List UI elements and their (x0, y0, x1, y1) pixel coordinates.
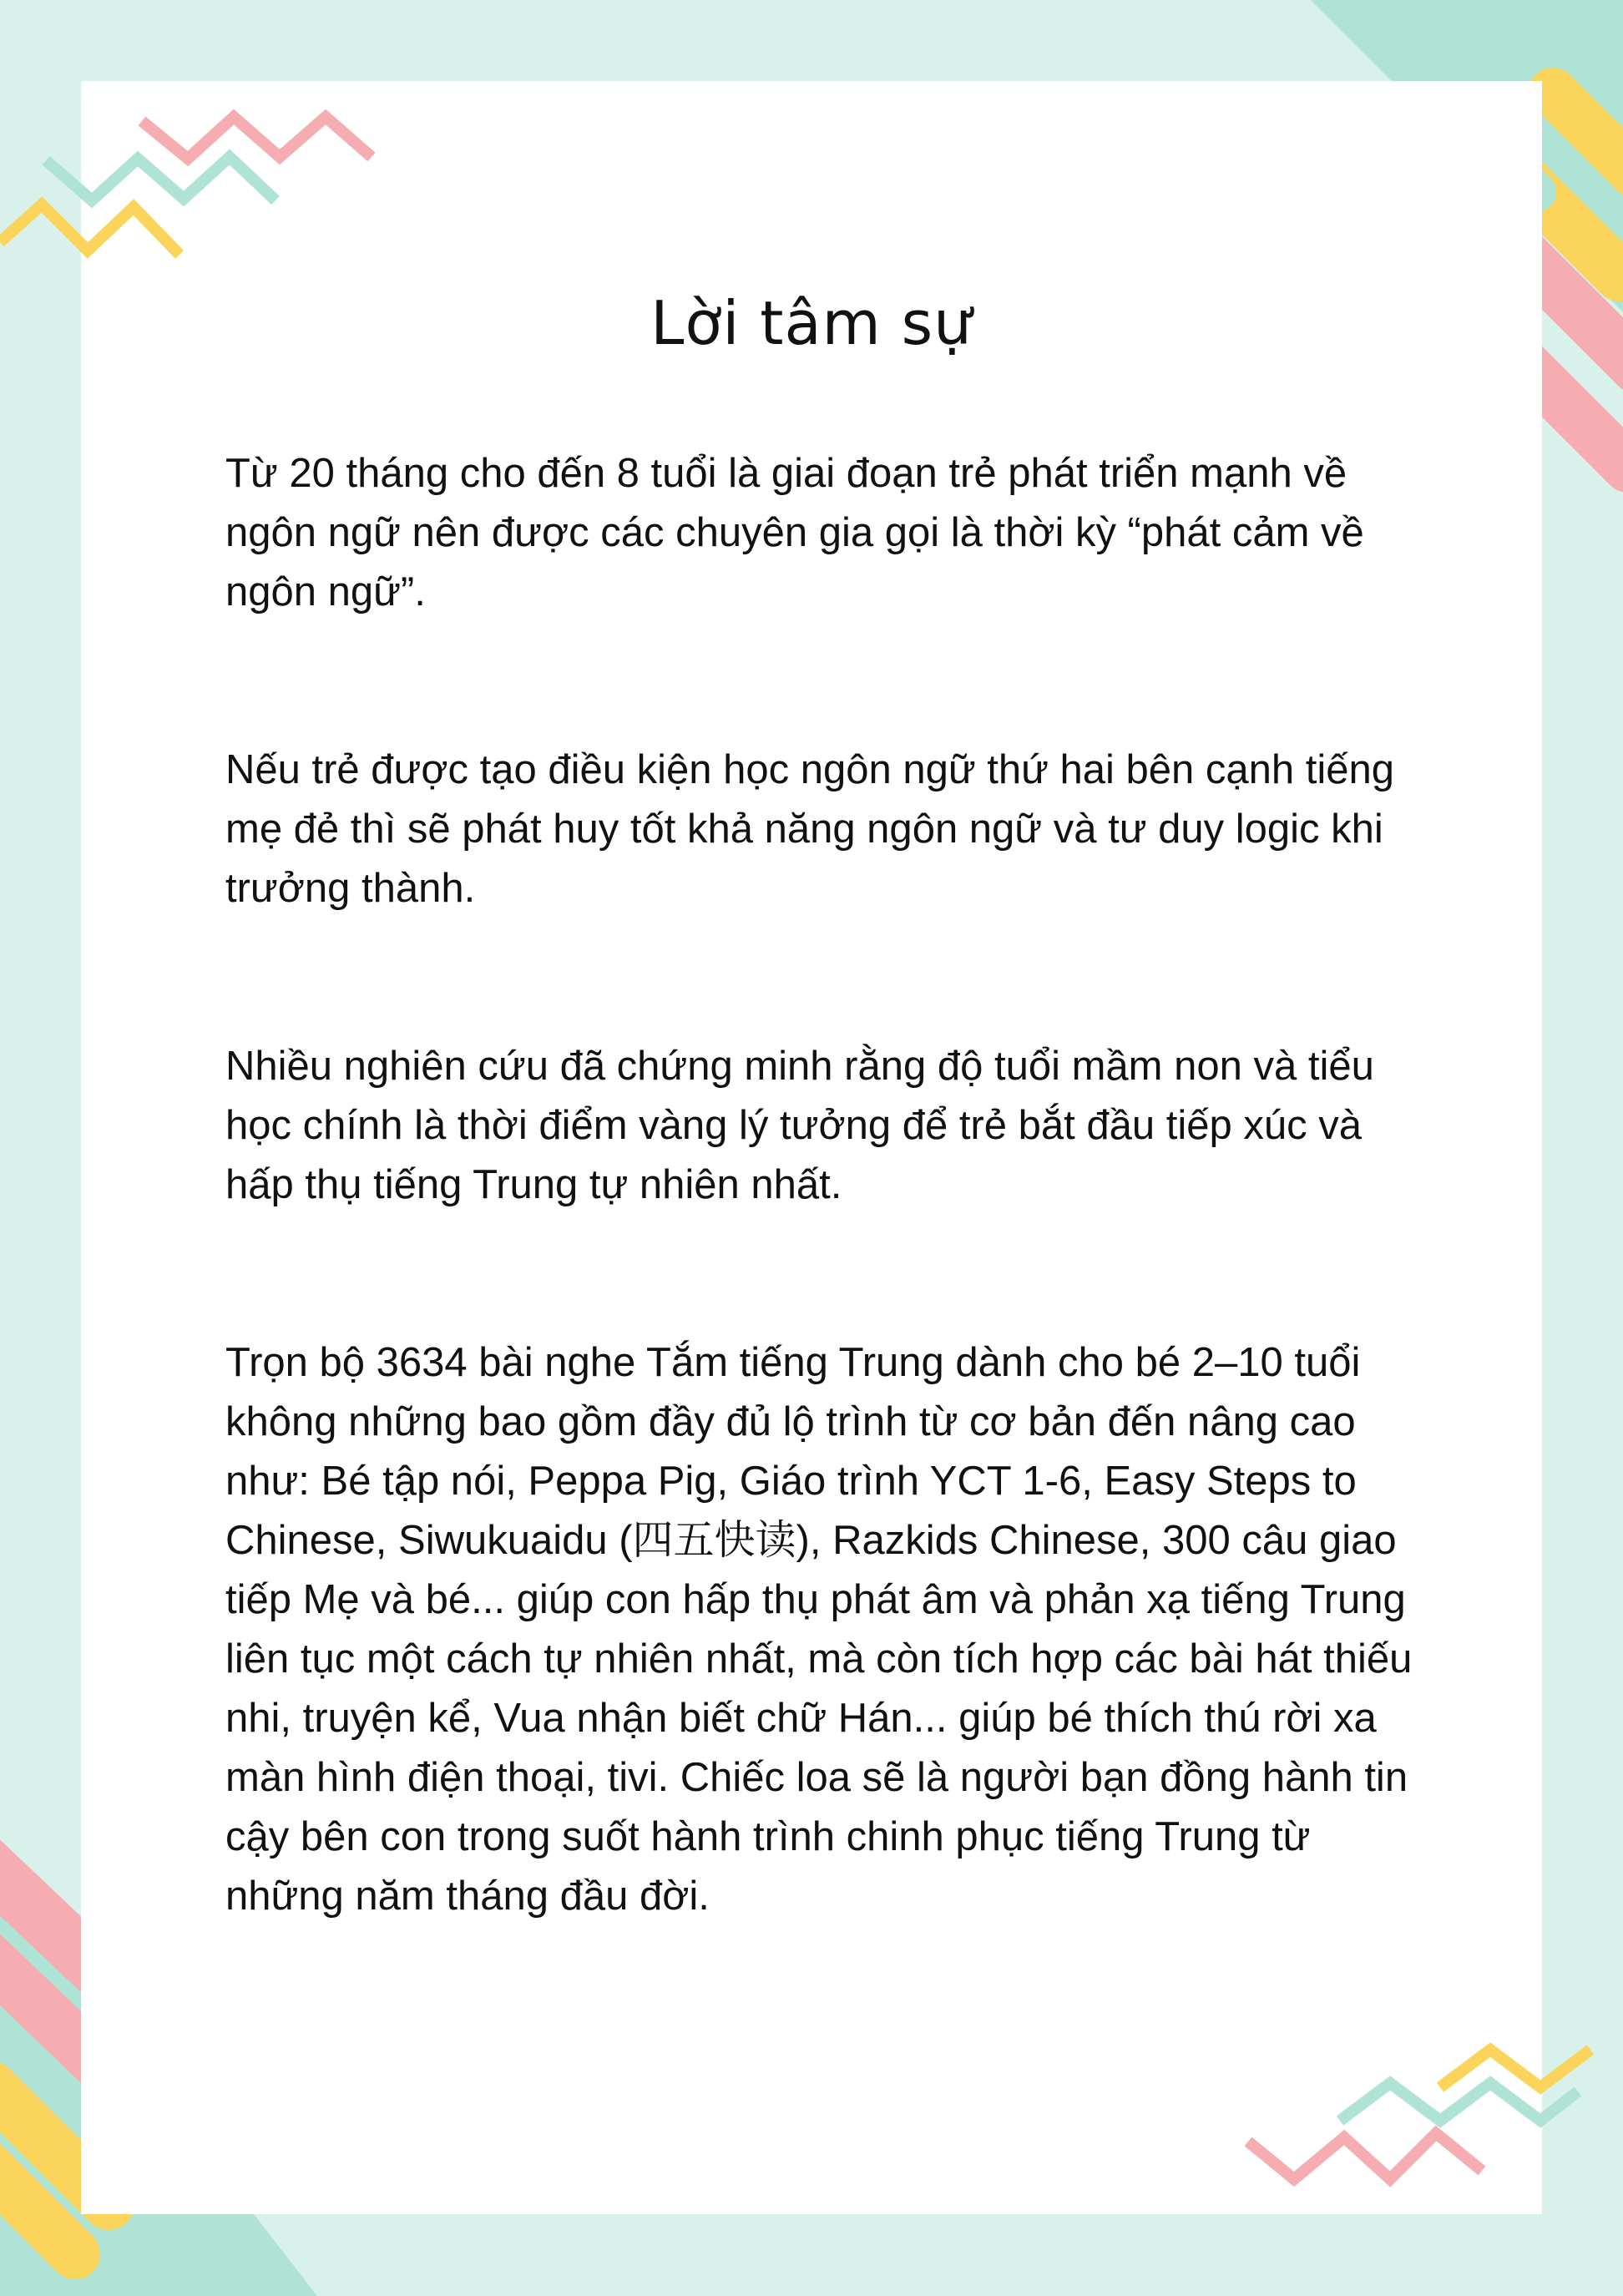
paragraph-4: Trọn bộ 3634 bài nghe Tắm tiếng Trung dành cho bé 2–10 tuổi không những bao gồm đầy đủ lộ trình từ cơ bản đến nâng cao như: Bé tập nói, Peppa Pig, Giáo trình YCT 1-6, Easy Steps to Chinese, Siwukuaidu (四五快读), Razkids Chinese, 300 câu giao tiếp Mẹ và bé... giúp con hấp thụ phát âm và phản xạ tiếng Trung liên tục một cách tự nhiên nhất, mà còn tích hợp các bài hát thiếu nhi, truyện kể, Vua nhận biết chữ Hán... giúp bé thích thú rời xa màn hình điện thoại, tivi. Chiếc loa sẽ là người bạn đồng hành tin cậy bên con trong suốt hành trình chinh phục tiếng Trung từ những năm tháng đầu đời. (225, 1340, 1413, 1919)
paragraph-1: Từ 20 tháng cho đến 8 tuổi là giai đoạn trẻ phát triển mạnh về ngôn ngữ nên được các chuyên gia gọi là thời kỳ “phát cảm về ngôn ngữ”. (225, 451, 1364, 614)
paragraph-3: Nhiều nghiên cứu đã chứng minh rằng độ tuổi mầm non và tiểu học chính là thời điểm vàng lý tưởng để trẻ bắt đầu tiếp xúc và hấp thụ tiếng Trung tự nhiên nhất. (225, 1044, 1374, 1207)
paragraph-2: Nếu trẻ được tạo điều kiện học ngôn ngữ thứ hai bên cạnh tiếng mẹ đẻ thì sẽ phát huy tốt khả năng ngôn ngữ và tư duy logic khi trưởng thành. (225, 747, 1395, 911)
page-title: Lời tâm sự (650, 288, 973, 358)
body-text (225, 444, 1436, 1926)
